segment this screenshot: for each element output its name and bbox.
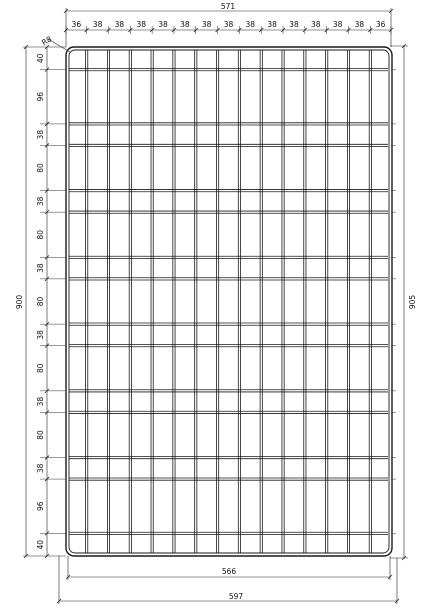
dim-label-left-overall: 900 <box>15 294 24 310</box>
dimension-labels <box>15 2 417 601</box>
dimension-lines <box>23 8 408 604</box>
column-width-label: 38 <box>354 20 365 29</box>
row-height-label: 38 <box>36 196 45 207</box>
column-width-label: 38 <box>311 20 321 29</box>
dim-label-right-overall: 905 <box>408 294 417 310</box>
panel-frame <box>66 47 392 556</box>
column-width-label: 38 <box>136 20 146 29</box>
row-height-label: 38 <box>36 330 45 340</box>
column-width-label: 36 <box>71 20 82 29</box>
row-height-label: 38 <box>36 396 45 407</box>
row-height-label: 80 <box>36 363 45 374</box>
column-width-label: 38 <box>201 20 212 29</box>
row-height-label: 80 <box>36 430 45 440</box>
row-height-label: 96 <box>36 501 45 512</box>
row-height-labels <box>36 53 45 549</box>
dim-label-radius: R8 <box>40 34 54 48</box>
row-height-label: 38 <box>36 463 45 474</box>
column-width-label: 38 <box>245 20 256 29</box>
row-height-label: 40 <box>36 53 45 64</box>
panel-outer-border <box>66 47 392 556</box>
dim-label-bottom-inner: 566 <box>221 567 237 576</box>
dimension-ticks <box>24 9 406 603</box>
column-width-label: 38 <box>180 20 190 29</box>
row-height-label: 96 <box>36 91 45 102</box>
grid-wires <box>40 50 396 553</box>
column-width-label: 36 <box>375 20 386 29</box>
column-width-label: 38 <box>114 20 125 29</box>
dim-label-bottom-outer: 597 <box>228 592 244 601</box>
column-width-label: 38 <box>289 20 299 29</box>
column-width-label: 38 <box>92 20 103 29</box>
row-height-label: 40 <box>36 539 45 550</box>
row-height-label: 38 <box>36 129 45 140</box>
column-width-label: 38 <box>332 20 343 29</box>
column-width-labels <box>72 20 386 29</box>
row-height-label: 80 <box>36 229 45 240</box>
panel-inner-border <box>69 50 389 553</box>
column-width-label: 38 <box>223 20 234 29</box>
column-width-label: 38 <box>158 20 168 29</box>
row-height-label: 80 <box>36 296 45 307</box>
row-height-label: 38 <box>36 263 45 273</box>
column-width-label: 38 <box>267 20 277 29</box>
dim-label-top-overall: 571 <box>220 2 236 11</box>
row-height-label: 80 <box>36 163 45 173</box>
